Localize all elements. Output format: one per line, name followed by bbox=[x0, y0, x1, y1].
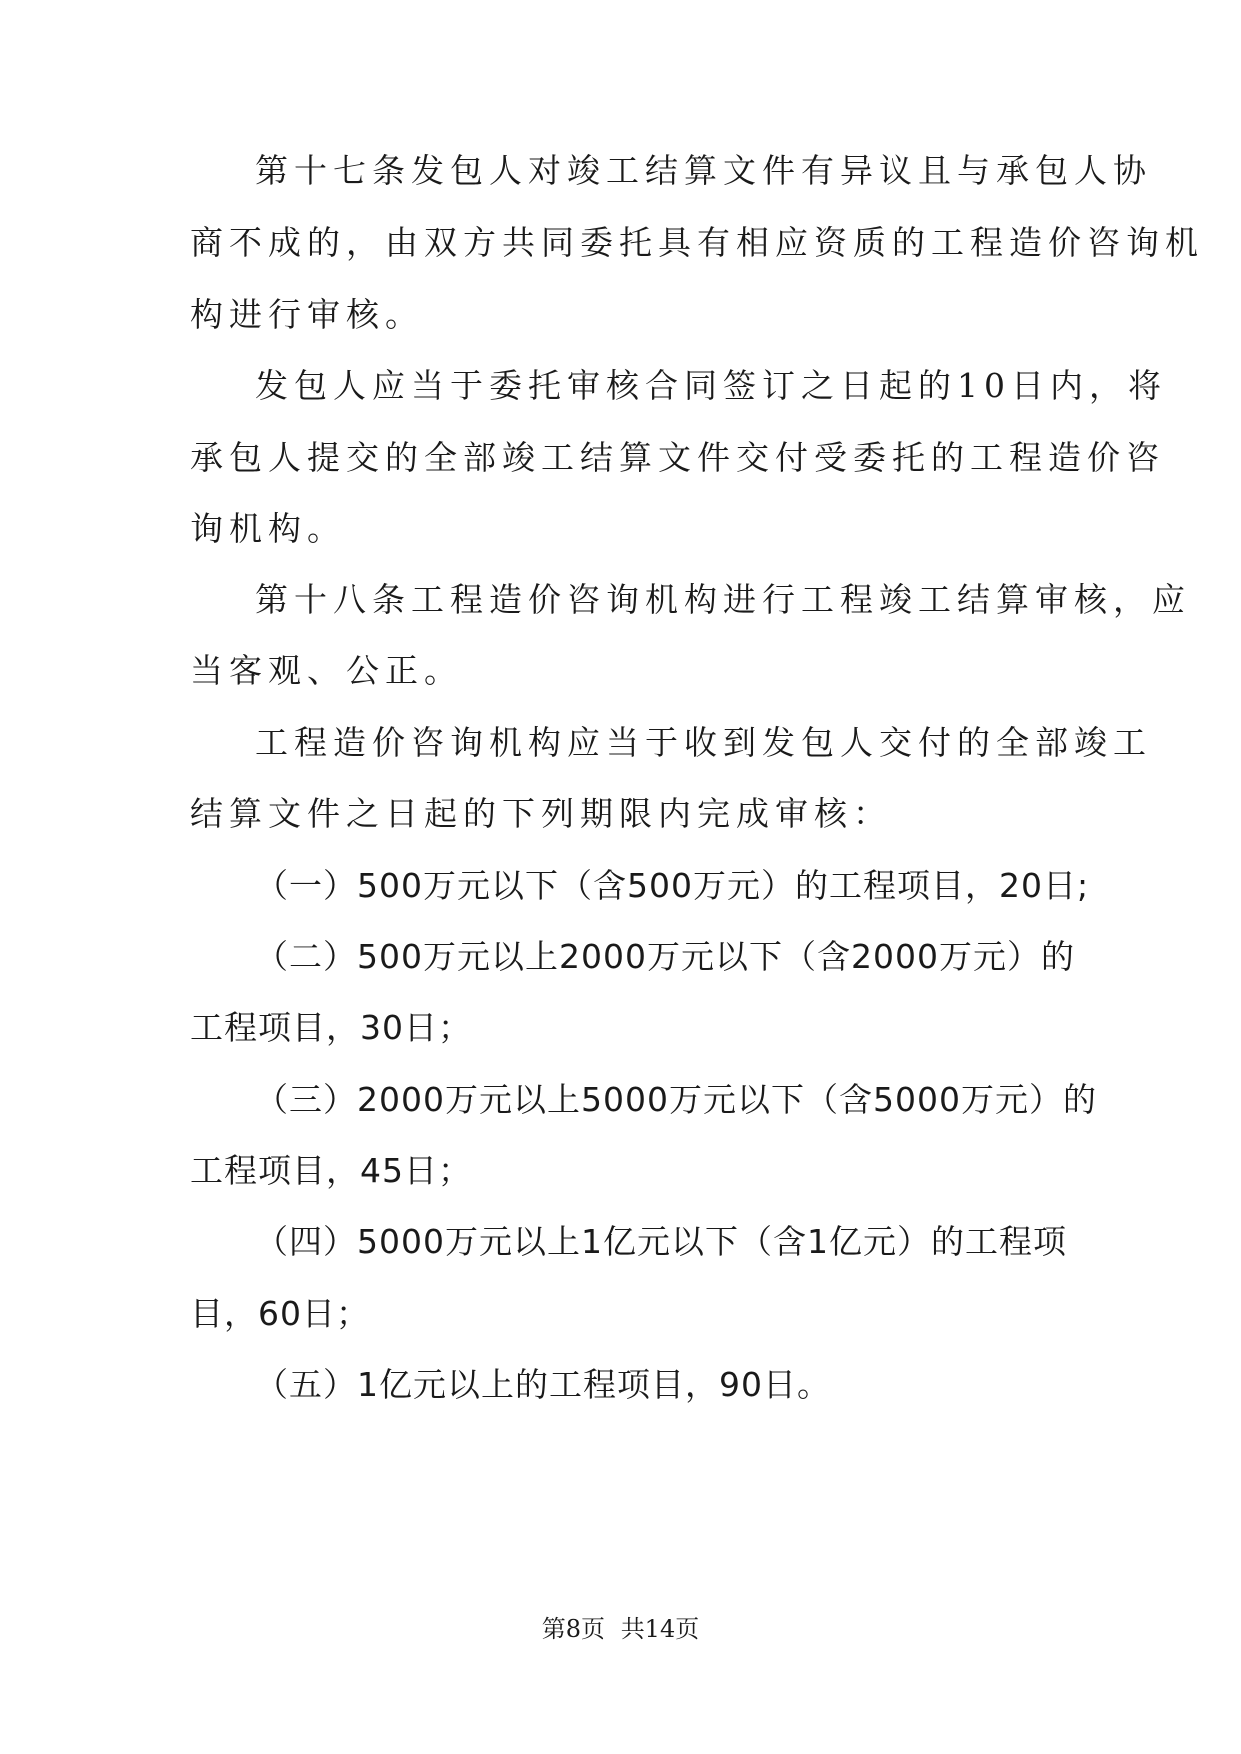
article-18-para-2-line-2: 结算文件之日起的下列期限内完成审核： bbox=[190, 794, 892, 833]
page-footer bbox=[0, 1614, 1241, 1644]
article-17-para-2-line-1: 发包人应当于委托审核合同签订之日起的10日内，将 bbox=[255, 366, 1167, 405]
article-17-para-2-line-2: 承包人提交的全部竣工结算文件交付受委托的工程造价咨 bbox=[190, 438, 1165, 477]
list-item-5: （五）1亿元以上的工程项目，90日。 bbox=[255, 1365, 831, 1404]
article-17-line-2: 商不成的，由双方共同委托具有相应资质的工程造价咨询机 bbox=[190, 223, 1204, 262]
article-17-para-2-line-3: 询机构。 bbox=[190, 509, 346, 548]
list-item-3-line-1: （三）2000万元以上5000万元以下（含5000万元）的 bbox=[255, 1080, 1097, 1119]
article-17-line-3: 构进行审核。 bbox=[190, 295, 424, 334]
list-item-1: （一）500万元以下（含500万元）的工程项目，20日; bbox=[255, 866, 1090, 905]
article-18-para-2-line-1: 工程造价咨询机构应当于收到发包人交付的全部竣工 bbox=[255, 723, 1152, 762]
list-item-3-line-2: 工程项目，45日； bbox=[190, 1151, 472, 1190]
list-item-2-line-2: 工程项目，30日； bbox=[190, 1008, 472, 1047]
list-item-4-line-1: （四）5000万元以上1亿元以下（含1亿元）的工程项 bbox=[255, 1222, 1067, 1261]
current-page-label: 第8页 bbox=[541, 1615, 606, 1643]
article-17-line-1: 第十七条发包人对竣工结算文件有异议且与承包人协 bbox=[255, 151, 1152, 190]
list-item-2-line-1: （二）500万元以上2000万元以下（含2000万元）的 bbox=[255, 937, 1075, 976]
article-18-line-2: 当客观、公正。 bbox=[190, 651, 463, 690]
list-item-4-line-2: 目，60日； bbox=[190, 1294, 370, 1333]
total-pages-label: 共14页 bbox=[620, 1615, 700, 1643]
article-18-line-1: 第十八条工程造价咨询机构进行工程竣工结算审核，应 bbox=[255, 580, 1191, 619]
